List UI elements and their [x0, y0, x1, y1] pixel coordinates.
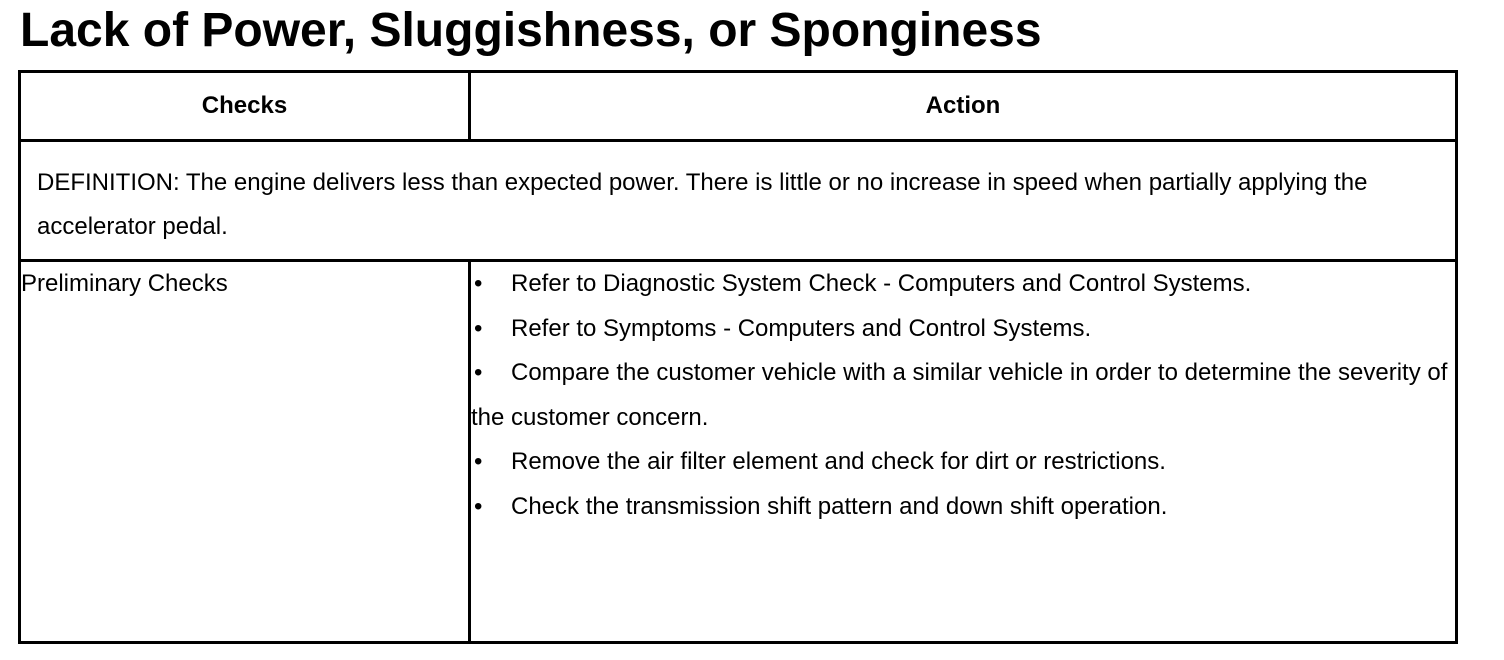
action-text: Check the transmission shift pattern and down shift operation.: [511, 492, 1168, 520]
table-header-row: [20, 72, 1457, 141]
definition-text: DEFINITION: The engine delivers less than expected power. There is little or no increase in speed when partially applying the accelerator pedal.: [20, 141, 1457, 261]
bullet-icon: •: [474, 359, 483, 386]
list-item: [471, 307, 1455, 352]
checks-column-header: Checks: [20, 72, 470, 141]
action-column-header: Action: [470, 72, 1457, 141]
action-list: [471, 262, 1455, 529]
bullet-icon: •: [474, 314, 483, 342]
action-text: Compare the customer vehicle with a similar vehicle in order to determine the severity of the customer concern.: [471, 359, 1448, 431]
action-text: Refer to Diagnostic System Check - Computers and Control Systems.: [511, 270, 1252, 297]
table-row: [20, 261, 1457, 643]
action-cell: [470, 261, 1457, 643]
check-name: Preliminary Checks: [20, 261, 470, 643]
definition-row: [20, 141, 1457, 261]
bullet-icon: •: [474, 492, 483, 520]
action-text: Refer to Symptoms - Computers and Control Systems.: [511, 314, 1092, 342]
action-text: Remove the air filter element and check for dirt or restrictions.: [511, 448, 1166, 475]
list-item: [471, 485, 1455, 530]
list-item: [471, 262, 1455, 307]
diagnostic-table: [18, 70, 1458, 644]
bullet-icon: •: [474, 270, 483, 297]
list-item: [471, 440, 1455, 485]
bullet-icon: •: [474, 448, 483, 475]
list-item: [471, 351, 1455, 440]
page-title: Lack of Power, Sluggishness, or Sponginess: [20, 4, 1042, 57]
